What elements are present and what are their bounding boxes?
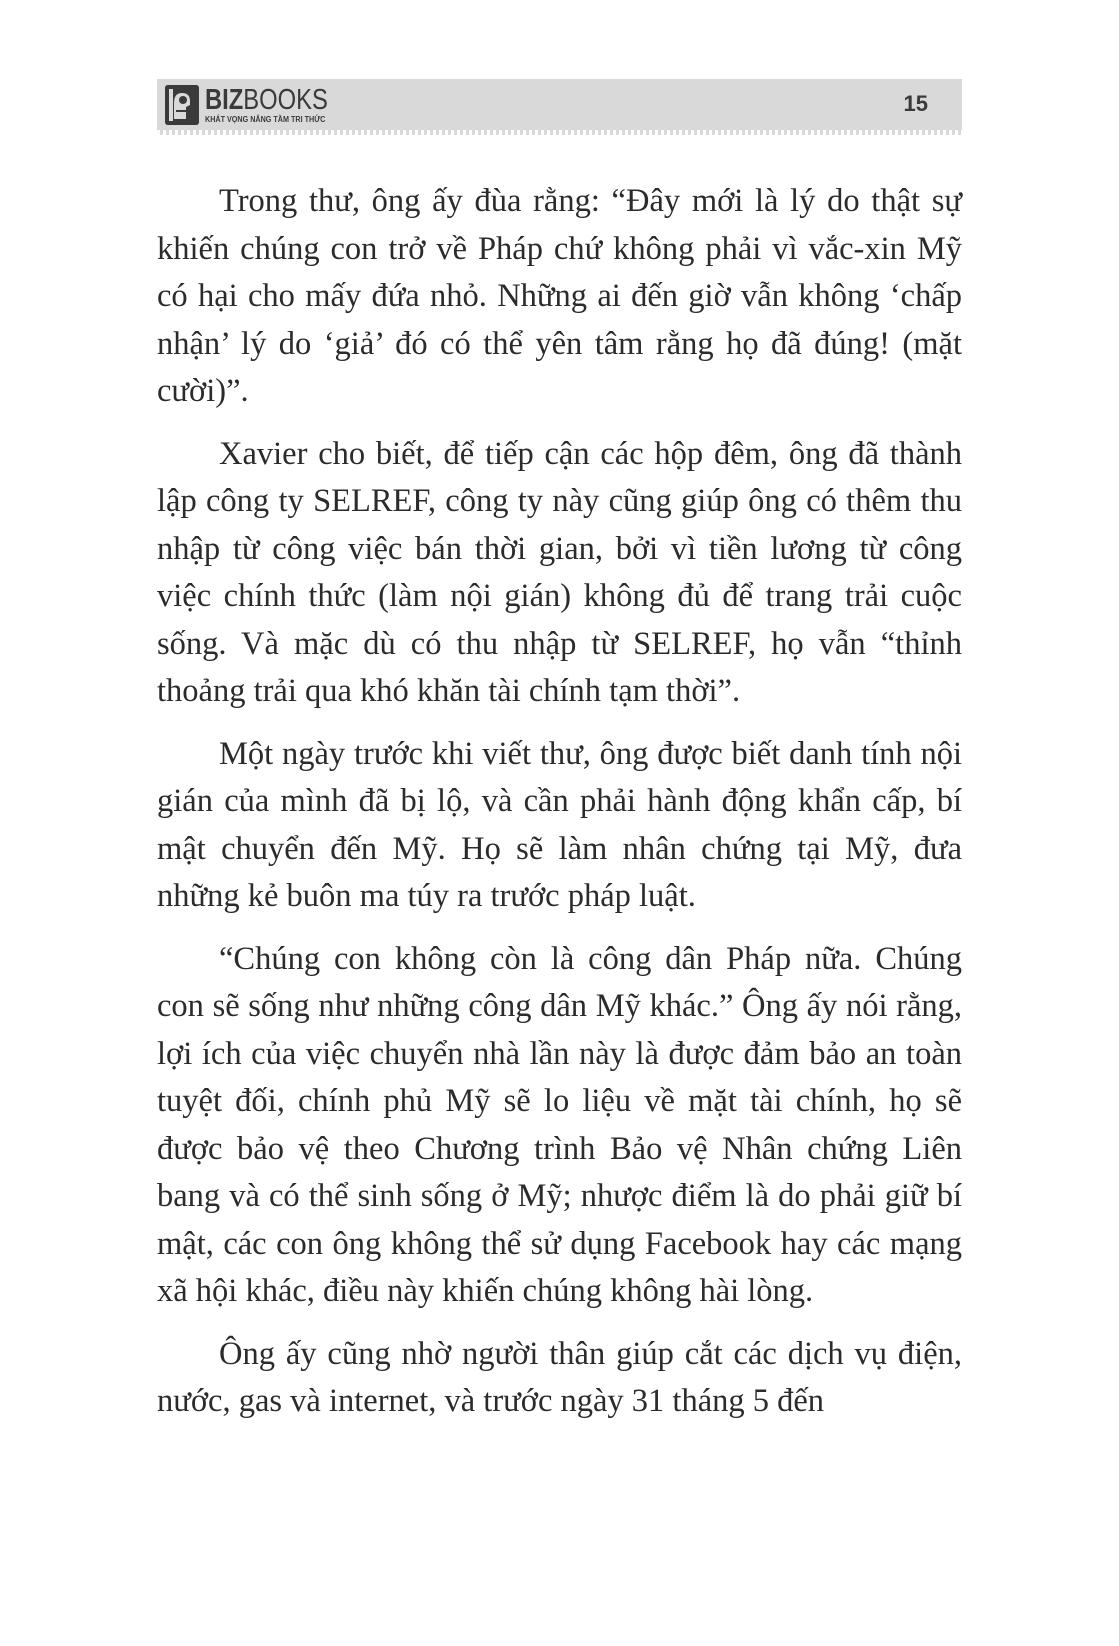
brand-name-bold: BIZ [205,84,244,116]
page-number: 15 [903,91,928,116]
paragraph-1: Trong thư, ông ấy đùa rằng: “Đây mới là lý do thật sự khiến chúng con trở về Pháp chứ không phải vì vắc-xin Mỹ có hại cho mấy đứa nhỏ. Những ai đến giờ vẫn không ‘chấp nhận’ lý do ‘giả’ đó có thể yên tâm rằng họ đã đúng! (mặt cười)”. [157,183,962,409]
paragraph-5: Ông ấy cũng nhờ người thân giúp cắt các dịch vụ điện, nước, gas và internet, và trước ngày 31 tháng 5 đến [157,1335,962,1419]
brand-tagline: KHÁT VỌNG NÂNG TẦM TRI THỨC [205,115,326,124]
paragraph-4: “Chúng con không còn là công dân Pháp nữa. Chúng con sẽ sống như những công dân Mỹ khác.” Ông ấy nói rằng, lợi ích của việc chuyển nhà lần này là được đảm bảo an toàn tuyệt đối, chính phủ Mỹ sẽ lo liệu về mặt tài chính, họ sẽ được bảo vệ theo Chương trình Bảo vệ Nhân chứng Liên bang và có thể sinh sống ở Mỹ; nhược điểm là do phải giữ bí mật, các con ông không thể sử dụng Facebook hay các mạng xã hội khác, điều này khiến chúng không hài lòng. [157,940,962,1309]
paragraph-3: Một ngày trước khi viết thư, ông được biết danh tính nội gián của mình đã bị lộ, và cần phải hành động khẩn cấp, bí mật chuyển đến Mỹ. Họ sẽ làm nhân chứng tại Mỹ, đưa những kẻ buôn ma túy ra trước pháp luật. [157,735,962,914]
bizbooks-logo [165,85,355,129]
brand-name-light: BOOKS [243,84,328,116]
page-header [157,79,962,135]
brand-name [205,85,328,115]
paragraph-2: Xavier cho biết, để tiếp cận các hộp đêm, ông đã thành lập công ty SELREF, công ty này cũng giúp ông có thêm thu nhập từ công việc bán thời gian, bởi vì tiền lương từ công việc chính thức (làm nội gián) không đủ để trang trải cuộc sống. Và mặc dù có thu nhập từ SELREF, họ vẫn “thỉnh thoảng trải qua khó khăn tài chính tạm thời”. [157,435,962,709]
body-text [157,178,962,1441]
bizbooks-logo-icon [165,85,199,125]
